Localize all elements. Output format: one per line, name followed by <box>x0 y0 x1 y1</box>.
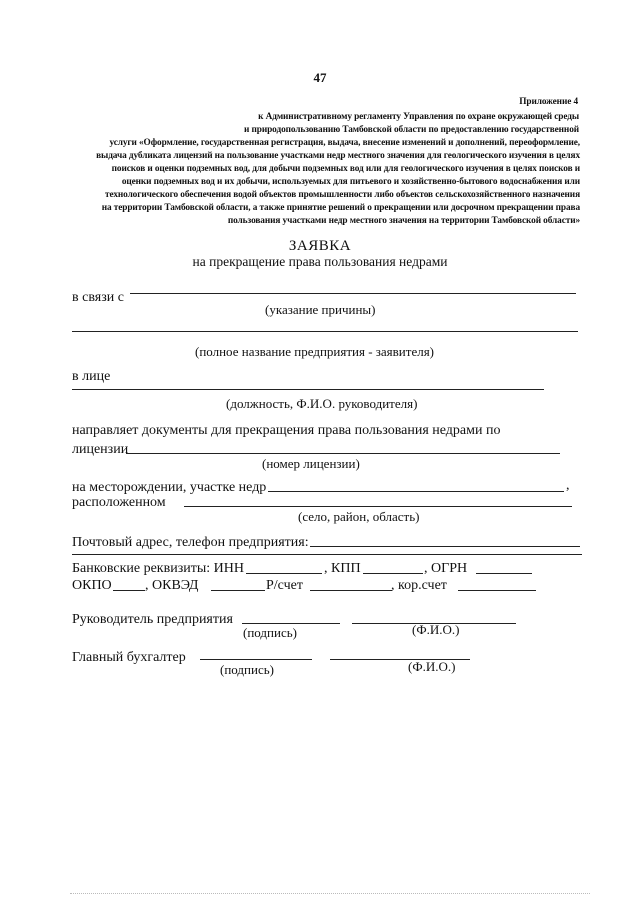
postal-label: Почтовый адрес, телефон предприятия: <box>72 535 309 550</box>
ks-field-line[interactable] <box>458 590 536 591</box>
header-line-2: и природопользованию Тамбовской области по предоставлению государственной <box>244 125 579 135</box>
head-label: Руководитель предприятия <box>72 612 233 627</box>
header-line-3: услуги «Оформление, государственная регистрация, выдача, внесение изменений и дополнений, переоформление, <box>109 138 580 148</box>
reason-field-line[interactable] <box>130 293 576 294</box>
page-number: 47 <box>313 70 327 85</box>
header-line-5: поисков и оценки подземных вод, для добычи подземных вод или для геологического изучения в целях поисков и <box>111 164 580 174</box>
reason-caption: (указание причины) <box>265 302 376 317</box>
scan-artifact-divider <box>70 893 590 894</box>
sends-text: направляет документы для прекращения права пользования недрами по <box>72 423 501 438</box>
reason-label: в связи с <box>72 290 124 305</box>
person-field-line[interactable] <box>72 389 544 390</box>
head-fio-caption: (Ф.И.О.) <box>412 622 460 637</box>
accountant-fio-caption: (Ф.И.О.) <box>408 659 456 674</box>
deposit-field-line[interactable] <box>268 491 564 492</box>
document-subtitle: на прекращение права пользования недрами <box>192 254 448 269</box>
rs-field-line[interactable] <box>310 590 392 591</box>
license-caption: (номер лицензии) <box>262 456 360 471</box>
postal-field-line-2[interactable] <box>72 554 582 555</box>
person-label: в лице <box>72 369 111 384</box>
header-line-4: выдача дубликата лицензий на пользование участками недр местного значения для геологического изучения в целях <box>96 151 580 161</box>
header-line-9: пользования участками недр местного значения на территории Тамбовской области» <box>227 216 580 226</box>
header-line-8: на территории Тамбовской области, а также принятие решений о прекращении или досрочном прекращении права <box>101 203 580 213</box>
deposit-comma: , <box>566 478 570 493</box>
okpo-label: ОКПО <box>72 578 112 593</box>
head-signature-line[interactable] <box>242 623 340 624</box>
kpp-field-line[interactable] <box>363 573 423 574</box>
located-label: расположенном <box>72 495 166 510</box>
rs-label: Р/счет <box>266 578 303 593</box>
license-field-line[interactable] <box>126 453 560 454</box>
postal-field-line[interactable] <box>310 546 580 547</box>
inn-field-line[interactable] <box>246 573 322 574</box>
okpo-field-line[interactable] <box>113 590 145 591</box>
header-line-1: к Административному регламенту Управления по охране окружающей среды <box>258 112 579 122</box>
kpp-label: , КПП <box>324 561 361 576</box>
license-label: лицензии <box>72 442 129 457</box>
bank-label: Банковские реквизиты: ИНН <box>72 561 244 576</box>
located-caption: (село, район, область) <box>298 509 420 524</box>
appendix-label: Приложение 4 <box>519 97 578 107</box>
header-line-6: оценки подземных вод и их добычи, используемых для питьевого и хозяйственно-бытового водоснабжения или <box>121 177 580 187</box>
accountant-label: Главный бухгалтер <box>72 650 186 665</box>
header-line-7: технологического обеспечения водой объектов промышленности либо объектов сельскохозяйственного назначения <box>105 190 580 200</box>
located-field-line[interactable] <box>184 506 572 507</box>
ogrn-label: , ОГРН <box>424 561 468 576</box>
head-signature-caption: (подпись) <box>243 625 297 640</box>
okved-field-line[interactable] <box>211 590 265 591</box>
company-field-line[interactable] <box>72 331 578 332</box>
accountant-signature-line[interactable] <box>200 659 312 660</box>
accountant-signature-caption: (подпись) <box>220 662 274 677</box>
ks-label: , кор.счет <box>391 578 447 593</box>
company-caption: (полное название предприятия - заявителя) <box>195 344 435 359</box>
person-caption: (должность, Ф.И.О. руководителя) <box>226 396 418 411</box>
deposit-label: на месторождении, участке недр <box>72 480 267 495</box>
document-title: ЗАЯВКА <box>288 238 352 254</box>
okved-label: , ОКВЭД <box>145 578 199 593</box>
ogrn-field-line[interactable] <box>476 573 532 574</box>
